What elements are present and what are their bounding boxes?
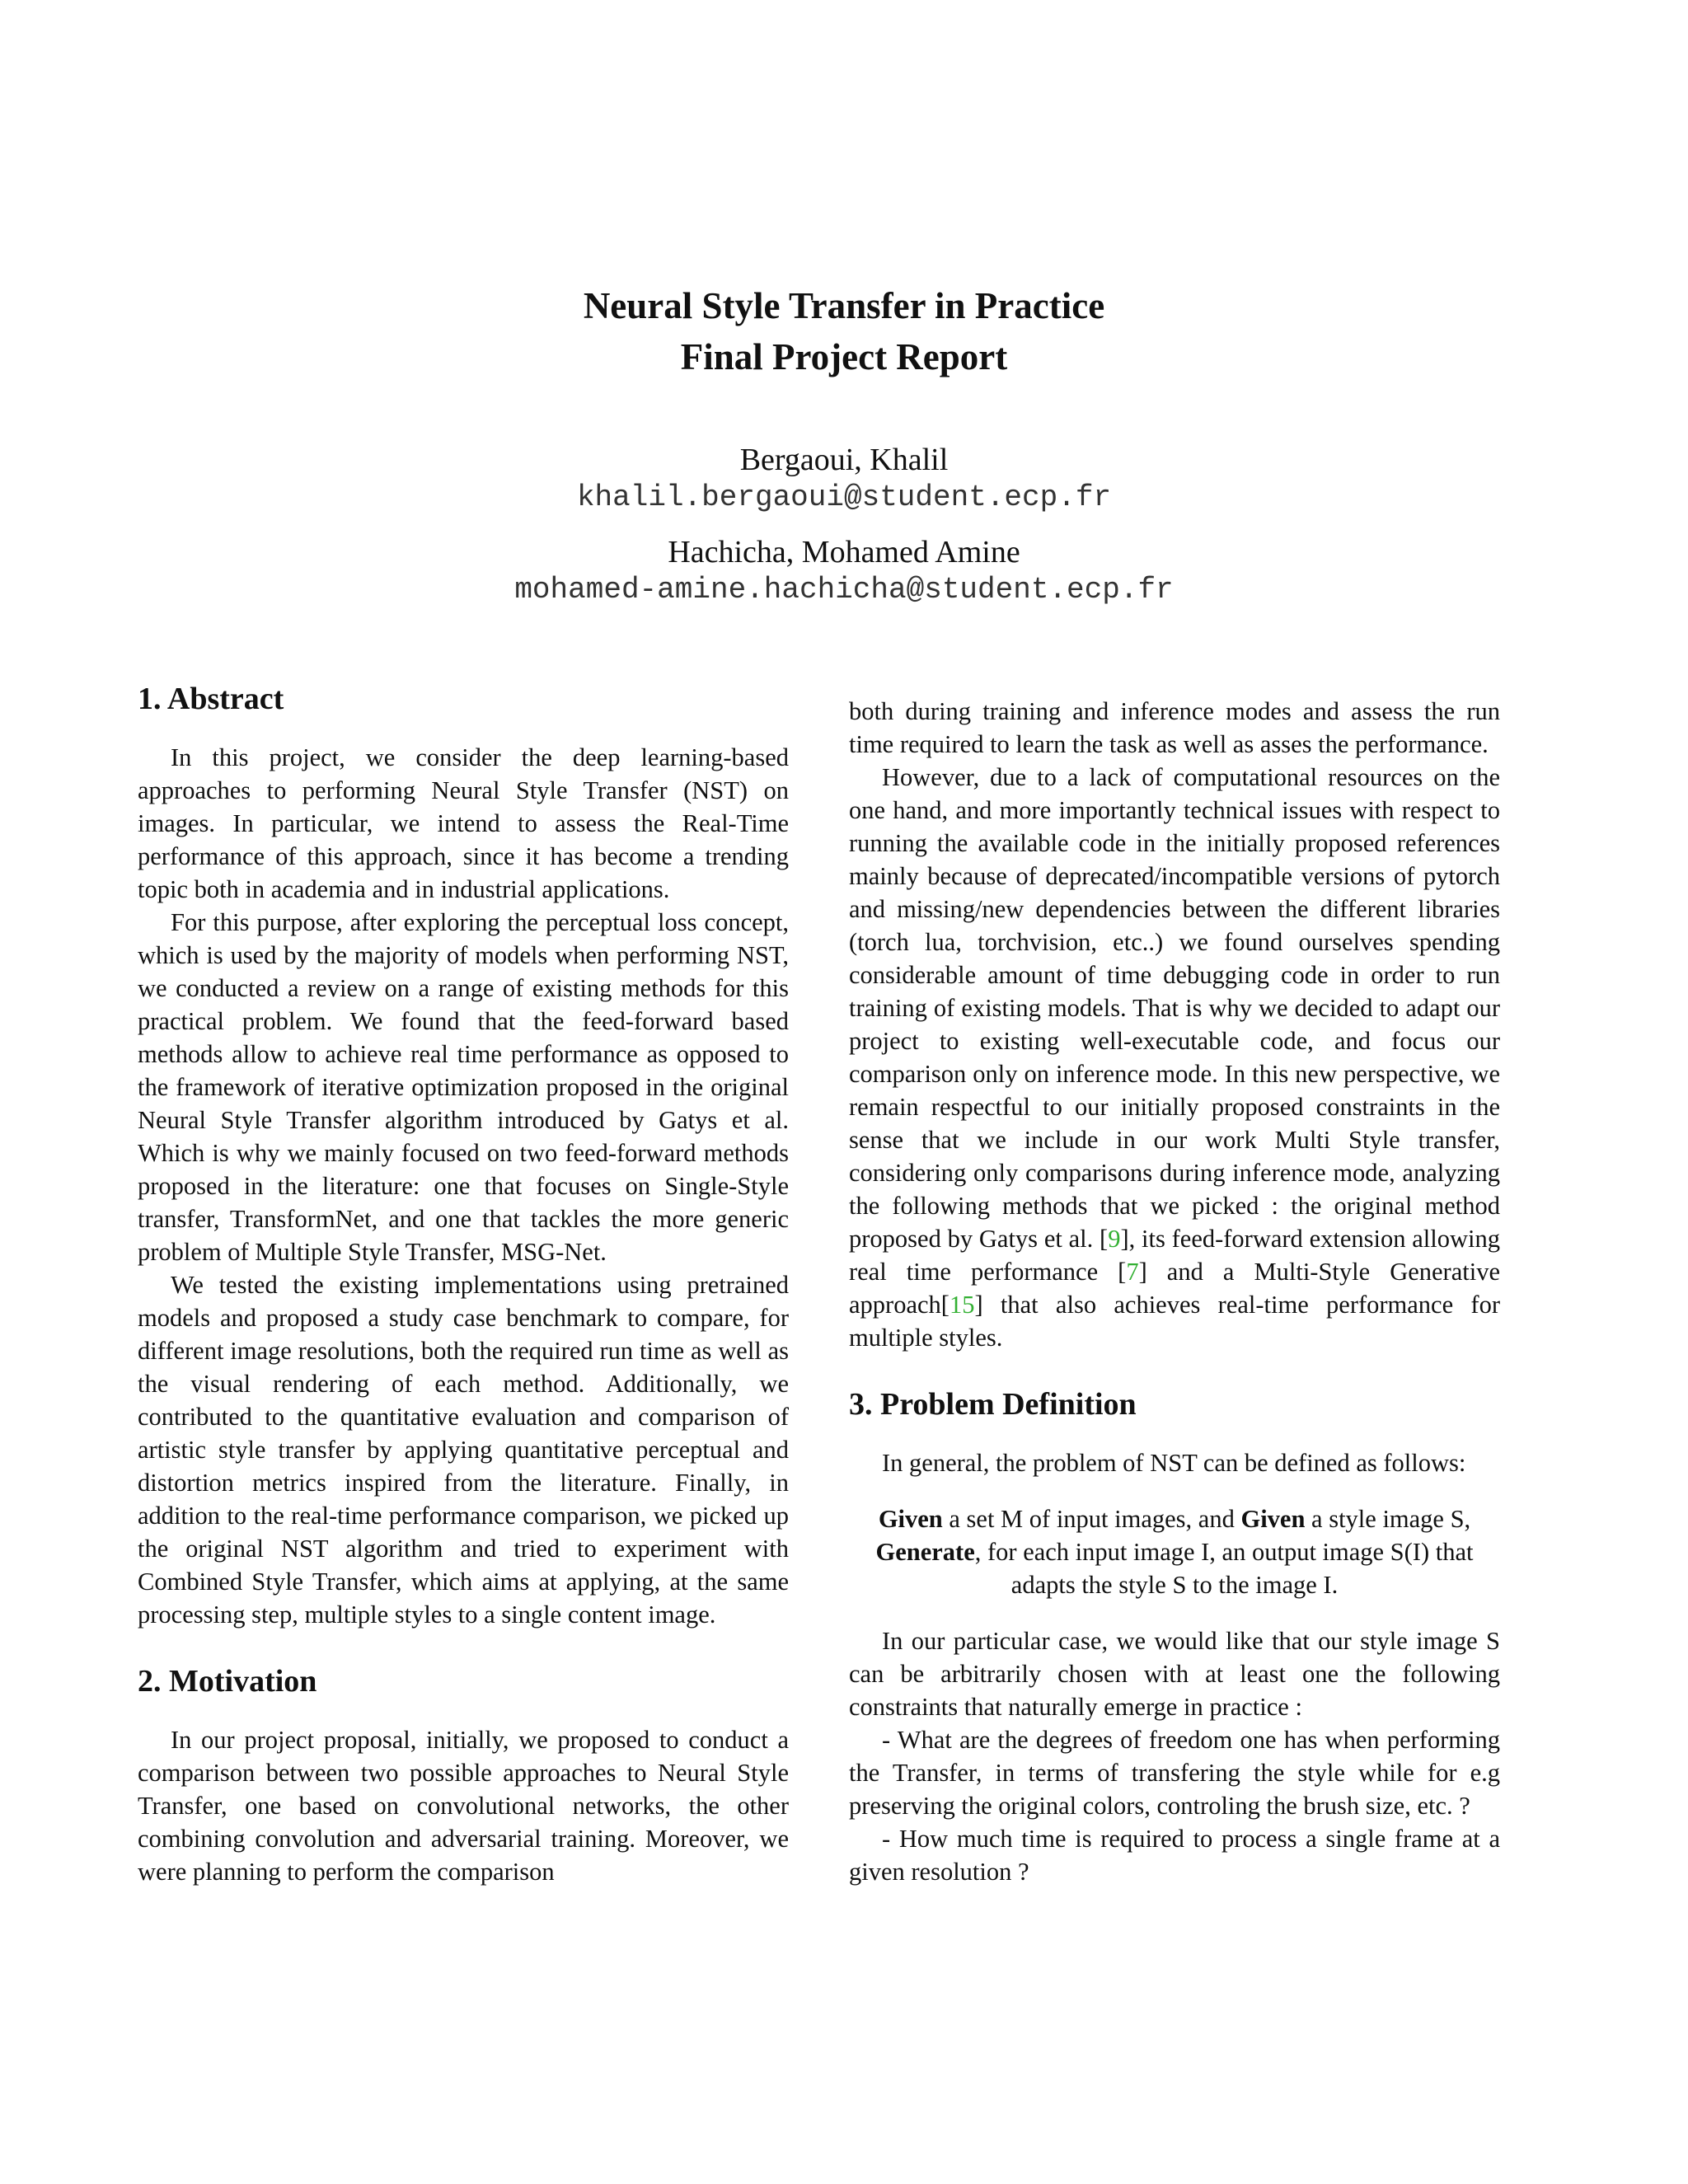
author-name: Bergaoui, Khalil [739, 443, 949, 477]
abstract-paragraph: For this purpose, after exploring the perceptual loss concept, which is used by the majority of models when performing NST, we conducted a review on a range of existing methods for this practical problem. We found that the feed-forward based methods allow to achieve real time performance as opposed to the framework of iterative optimization proposed in the original Neural Style Transfer algorithm introduced by Gatys et al. Which is why we mainly focused on two feed-forward methods proposed in the literature: one that focuses on Single-Style transfer, TransformNet, and one that tackles the more generic problem of Multiple Style Transfer, MSG-Net. [138, 908, 789, 1266]
citation-link[interactable]: 9 [1108, 1225, 1121, 1253]
title-line-2: Final Project Report [680, 336, 1008, 377]
section-heading-problem: 3. Problem Definition [849, 1387, 1137, 1422]
right-column [849, 695, 1500, 1888]
section-heading-abstract: 1. Abstract [138, 682, 284, 716]
problem-definition-statement: Given a set M of input images, and Given a style image S, Generate, for each input image I, an output image S(I) that adapts the style S to the image I. [875, 1505, 1474, 1599]
abstract-paragraph: We tested the existing implementations using pretrained models and proposed a study case benchmark to compare, for different image resolutions, both the required run time as well as the visual rendering of each method. Additionally, we contributed to the quantitative evaluation and comparison of artistic style transfer by applying quantitative perceptual and distortion metrics inspired from the literature. Finally, in addition to the real-time performance comparison, we picked up the original NST algorithm and tried to experiment with Combined Style Transfer, which aims at applying, at the same processing step, multiple styles to a single content image. [138, 1271, 789, 1629]
paper-title [0, 280, 1688, 382]
problem-paragraph: In general, the problem of NST can be defined as follows: [882, 1449, 1466, 1477]
motivation-paragraph: In our project proposal, initially, we proposed to conduct a comparison between two possible approaches to Neural Style Transfer, one based on convolutional networks, the other combining convolution and adversarial training. Moreover, we were planning to perform the comparison [138, 1726, 789, 1886]
title-line-1: Neural Style Transfer in Practice [583, 285, 1105, 326]
motivation-paragraph: However, due to a lack of computational resources on the one hand, and more importantly technical issues with respect to running the available code in the initially proposed references mainly because of deprecated/incompatible versions of pytorch and missing/new dependencies between the different libraries (torch lua, torchvision, etc..) we found ourselves spending considerable amount of time debugging code in order to run training of existing models. That is why we decided to adapt our project to existing well-executable code, and focus our comparison only on inference mode. In this new perspective, we remain respectful to our initially proposed constraints in the sense that we include in our work Multi Style transfer, considering only comparisons during inference mode, analyzing the following methods that we picked : the original method proposed by Gatys et al. [9], its feed-forward extension allowing real time performance [7] and a Multi-Style Generative approach[15] that also achieves real-time performance for multiple styles. [849, 763, 1500, 1352]
author-email[interactable]: mohamed-amine.hachicha@student.ecp.fr [514, 573, 1174, 607]
citation-link[interactable]: 15 [949, 1291, 975, 1319]
abstract-paragraph: In this project, we consider the deep learning-based approaches to performing Neural Style Transfer (NST) on images. In particular, we intend to assess the Real-Time performance of this approach, since it has become a trending topic both in academia and in industrial applications. [138, 743, 789, 903]
author-list [0, 441, 1688, 626]
author-email[interactable]: khalil.bergaoui@student.ecp.fr [576, 480, 1112, 514]
citation-link[interactable]: 7 [1126, 1258, 1139, 1286]
problem-question: - How much time is required to process a single frame at a given resolution ? [849, 1825, 1500, 1886]
problem-question: - What are the degrees of freedom one has when performing the Transfer, in terms of transfering the style while for e.g preserving the original colors, controling the brush size, etc. ? [849, 1726, 1500, 1820]
left-column [138, 680, 789, 1888]
author-name: Hachicha, Mohamed Amine [668, 535, 1020, 569]
motivation-paragraph-continued: both during training and inference modes and assess the run time required to learn the task as well as asses the performance. [849, 697, 1500, 758]
section-heading-motivation: 2. Motivation [138, 1664, 317, 1699]
problem-paragraph: In our particular case, we would like that our style image S can be arbitrarily chosen with at least one the following constraints that naturally emerge in practice : [849, 1627, 1500, 1721]
